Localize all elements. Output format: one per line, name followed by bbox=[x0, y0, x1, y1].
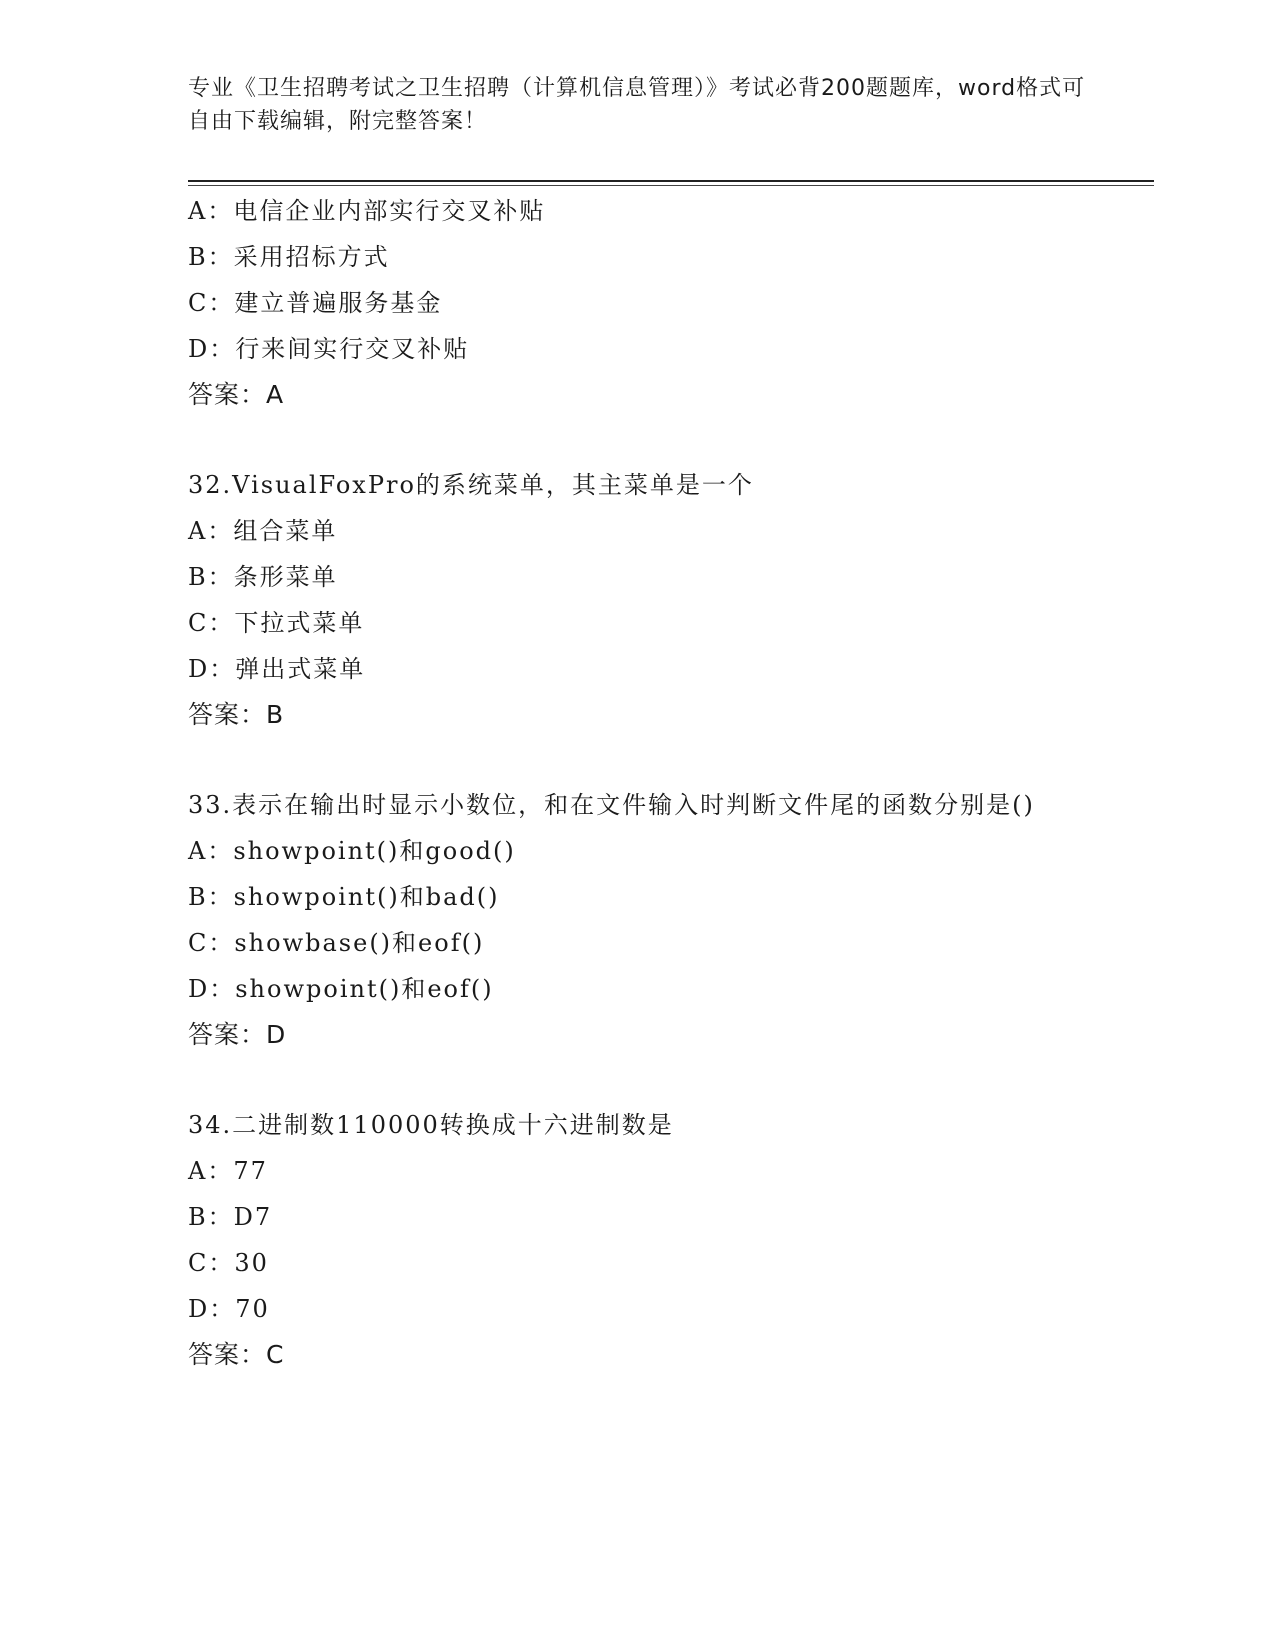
answer: 答案：B bbox=[188, 700, 285, 729]
option-b: B：D7 bbox=[188, 1203, 273, 1231]
answer: 答案：A bbox=[188, 380, 285, 409]
option-d: D：行来间实行交叉补贴 bbox=[188, 335, 470, 363]
option-c: C：下拉式菜单 bbox=[188, 609, 365, 637]
spacer bbox=[188, 1058, 1088, 1102]
question-31-tail bbox=[188, 188, 1088, 418]
document-header: 专业《卫生招聘考试之卫生招聘（计算机信息管理）》考试必背200题题库，word格式可自由下载编辑，附完整答案！ bbox=[188, 76, 1086, 134]
option-b: B：showpoint()和bad() bbox=[188, 883, 500, 911]
question-34 bbox=[188, 1102, 1088, 1378]
option-d: D：70 bbox=[188, 1295, 270, 1323]
option-c: C：30 bbox=[188, 1249, 269, 1277]
spacer bbox=[188, 738, 1088, 782]
question-text: 33.表示在输出时显示小数位，和在文件输入时判断文件尾的函数分别是() bbox=[188, 791, 1035, 819]
question-list bbox=[188, 188, 1088, 1378]
header-rule-thin bbox=[188, 185, 1154, 186]
option-a: A：电信企业内部实行交叉补贴 bbox=[188, 197, 546, 225]
option-b: B：条形菜单 bbox=[188, 563, 338, 591]
option-c: C：showbase()和eof() bbox=[188, 929, 485, 957]
option-a: A：77 bbox=[188, 1157, 268, 1185]
option-a: A：组合菜单 bbox=[188, 517, 338, 545]
option-b: B：采用招标方式 bbox=[188, 243, 390, 271]
option-c: C：建立普遍服务基金 bbox=[188, 289, 443, 317]
answer: 答案：D bbox=[188, 1020, 287, 1049]
spacer bbox=[188, 418, 1088, 462]
question-33 bbox=[188, 782, 1088, 1058]
option-d: D：showpoint()和eof() bbox=[188, 975, 494, 1003]
answer: 答案：C bbox=[188, 1340, 285, 1369]
question-text: 32.VisualFoxPro的系统菜单，其主菜单是一个 bbox=[188, 471, 754, 499]
header-rule-thick bbox=[188, 180, 1154, 182]
question-32 bbox=[188, 462, 1088, 738]
option-a: A：showpoint()和good() bbox=[188, 837, 516, 865]
option-d: D：弹出式菜单 bbox=[188, 655, 366, 683]
question-text: 34.二进制数110000转换成十六进制数是 bbox=[188, 1111, 674, 1139]
